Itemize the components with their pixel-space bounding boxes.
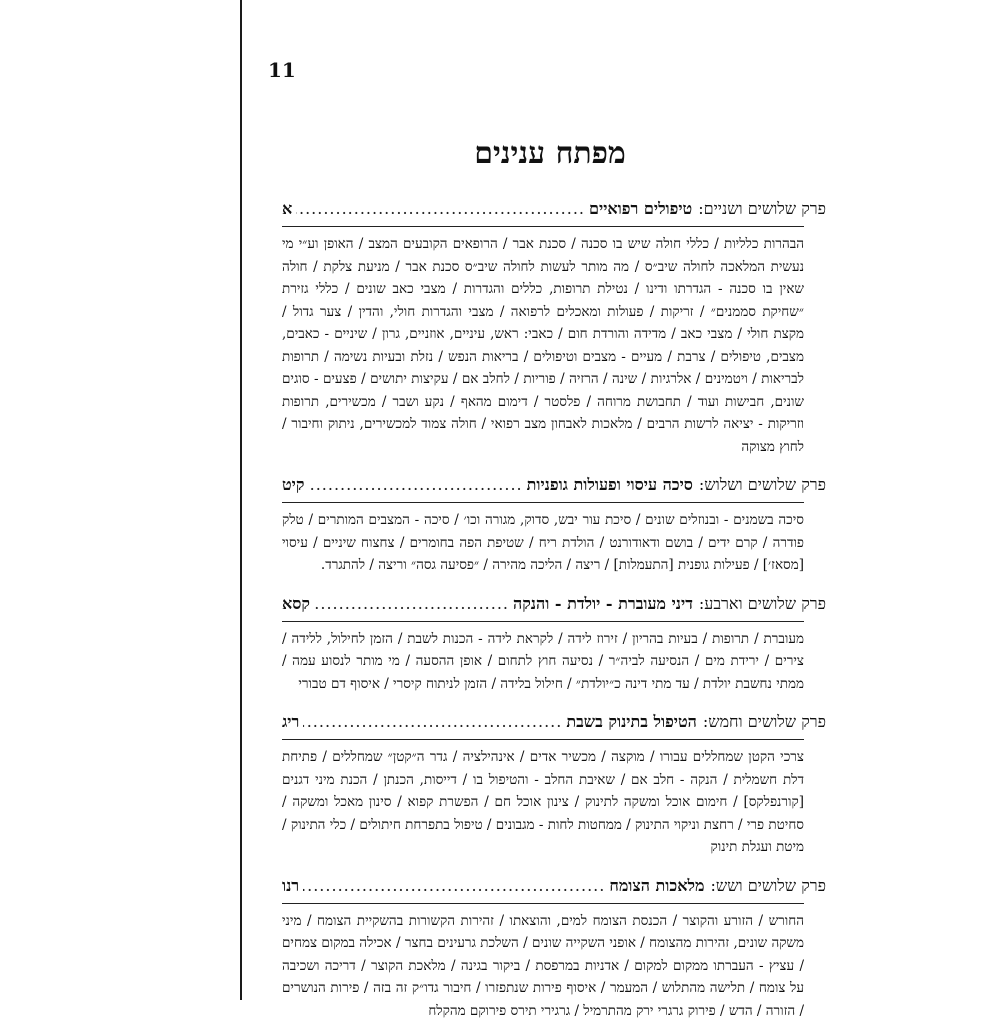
chapter-label: פרק שלושים ושניים: — [698, 199, 826, 218]
page-title: מפתח ענינים — [474, 136, 626, 171]
chapter-topics: מעוברת / תרופות / בעיות בהריון / זירוז לידה / לקראת לידה - הכנות לשבת / הזמן לחילול, ללידה / צירים / ירידת מים / הנסיעה לביה״ר / נסיעה חוץ לתחום / אופן ההסעה / מי מותר לנסוע עמה / ממתי נחשבת יולדת / עד מתי דינה כ״יולדת״ / חילול בלידה / הזמן לניתוח קיסרי / איסוף דם טבורי — [282, 621, 804, 696]
chapter-page-ref: רנו — [282, 875, 300, 895]
chapter-subject: טיפולים רפואיים — [589, 199, 693, 218]
chapter-page-ref: ריג — [282, 712, 300, 731]
chapter-subject: סיכה עיסוי ופעולות גופניות — [526, 475, 693, 494]
page-number: 11 — [268, 58, 296, 82]
chapter-label: פרק שלושים וארבע: — [698, 593, 826, 613]
chapter-label: פרק שלושים ושש: — [710, 875, 826, 895]
chapter-page-ref: קסא — [282, 593, 310, 613]
chapter-subject: דיני מעוברת - יולדת - והנקה — [513, 593, 693, 613]
chapter-heading — [282, 196, 826, 222]
chapter-entry — [282, 472, 826, 577]
chapter-topics: סיכה בשמנים - ובנוזלים שונים / סיכת עור יבש, סדוק, מגורה וכו׳ / סיכה - המצבים המותרים / טלק פודרה / קרם ידים / בושם ודאודורנט / הולדת ריח / שטיפת הפה בחומרים / צחצוח שיניים / עיסוי [מסאז׳] / פעילות גופנית [התעמלות] / ריצה / הליכה מהירה / ״פסיעה גסה״ וריצה / להתגרד. — [282, 502, 804, 577]
dot-leader — [314, 591, 509, 617]
chapter-topics: החורש / הזורע והקוצר / הכנסת הצומח למים, והוצאתו / זהירות הקשורות בהשקיית הצומח / מיני משקה שונים, זהירות מהצומח / אופני השקייה שונים / השלכת גרעינים בחצר / אכילה במקום צמחים / עציץ - העברתו ממקום למקום / אדניות במרפסת / ביקור בגינה / מלאכת הקוצר / דריכה ושכיבה על צומח / תלישה מהתלוש / המעמר / איסוף פירות שנתפזרו / חיבור גדו״ק זה בזה / פירות הנושרים / הזורה / הדש / פירוק גרגרי ירק מהתרמיל / גרגירי תירס פירוקם מהקלח — [282, 903, 804, 1023]
dot-leader — [303, 873, 605, 899]
chapter-subject: מלאכות הצומח — [609, 875, 705, 895]
chapter-heading — [282, 472, 826, 498]
dot-leader — [303, 709, 562, 735]
chapter-heading — [282, 873, 826, 899]
chapter-entry — [282, 709, 826, 859]
chapter-label: פרק שלושים וחמש: — [702, 712, 826, 731]
table-of-contents — [282, 196, 826, 1036]
chapter-page-ref: א — [282, 199, 293, 218]
chapter-subject: הטיפול בתינוק בשבת — [566, 712, 697, 731]
dot-leader — [296, 196, 585, 222]
dot-leader — [308, 472, 522, 498]
chapter-entry — [282, 591, 826, 696]
chapter-heading — [282, 709, 826, 735]
chapter-heading — [282, 591, 826, 617]
chapter-topics: צרכי הקטן שמחללים עבורו / מוקצה / מכשיר אדים / אינהילציה / גדר ה״קטן״ שמחללים / פתיחת דלת חשמלית / הנקה - חלב אם / שאיבת החלב - והטיפול בו / דייסות, הכנתן / הכנת מיני דגנים [קורנפלקס] / חימום אוכל ומשקה לתינוק / צינון אוכל חם / הפשרת קפוא / סינון מאכל ומשקה / סחיטת פרי / רחצת וניקוי התינוק / ממחטות לחות - מגבונים / טיפול בתפרחת חיתולים / כלי התינוק / מיטת ועגלת תינוק — [282, 739, 804, 859]
binding-line — [240, 0, 242, 1000]
chapter-topics: הבהרות כלליות / כללי חולה שיש בו סכנה / סכנת אבר / הרופאים הקובעים המצב / האופן וע״י מי נעשית המלאכה לחולה שיב״ס / מה מותר לעשות לחולה שיב״ס סכנת אבר / מניעת צלקת / חולה שאין בו סכנה - הגדרתו ודינו / נטילת תרופות, כללים והגדרות / מצבי כאב שונים / כללי גזירת ״שחיקת סממנים״ / זריקות / פעולות ומאכלים לרפואה / מצבי והגדרות חולי, והדין / צער גדול / מקצת חולי / מצבי כאב / מדידה והורדת חום / כאבי: ראש, עיניים, אוזניים, גרון / שיניים - כאבים, מצבים, טיפולים / צרבת / מעיים - מצבים וטיפולים / בריאות הנפש / נזלת ובעיות נשימה / תרופות לבריאות / ויטמינים / אלרגיות / שינה / הרזיה / פוריות / לחלב אם / עקיצות יתושים / פצעים - סוגים שונים, חבישות ועוד / תחבושת מרוחה / פלסטר / דימום מהאף / נקע ושבר / מכשירים, תרופות וזריקות - יציאה לרשות הרבים / מלאכות לאבחון מצב רפואי / חולה צמוד למכשירים, ניתוק וחיבור / לחוץ מצוקה — [282, 226, 804, 458]
chapter-label: פרק שלושים ושלוש: — [698, 475, 826, 494]
chapter-entry — [282, 196, 826, 458]
chapter-page-ref: קיט — [282, 475, 305, 494]
